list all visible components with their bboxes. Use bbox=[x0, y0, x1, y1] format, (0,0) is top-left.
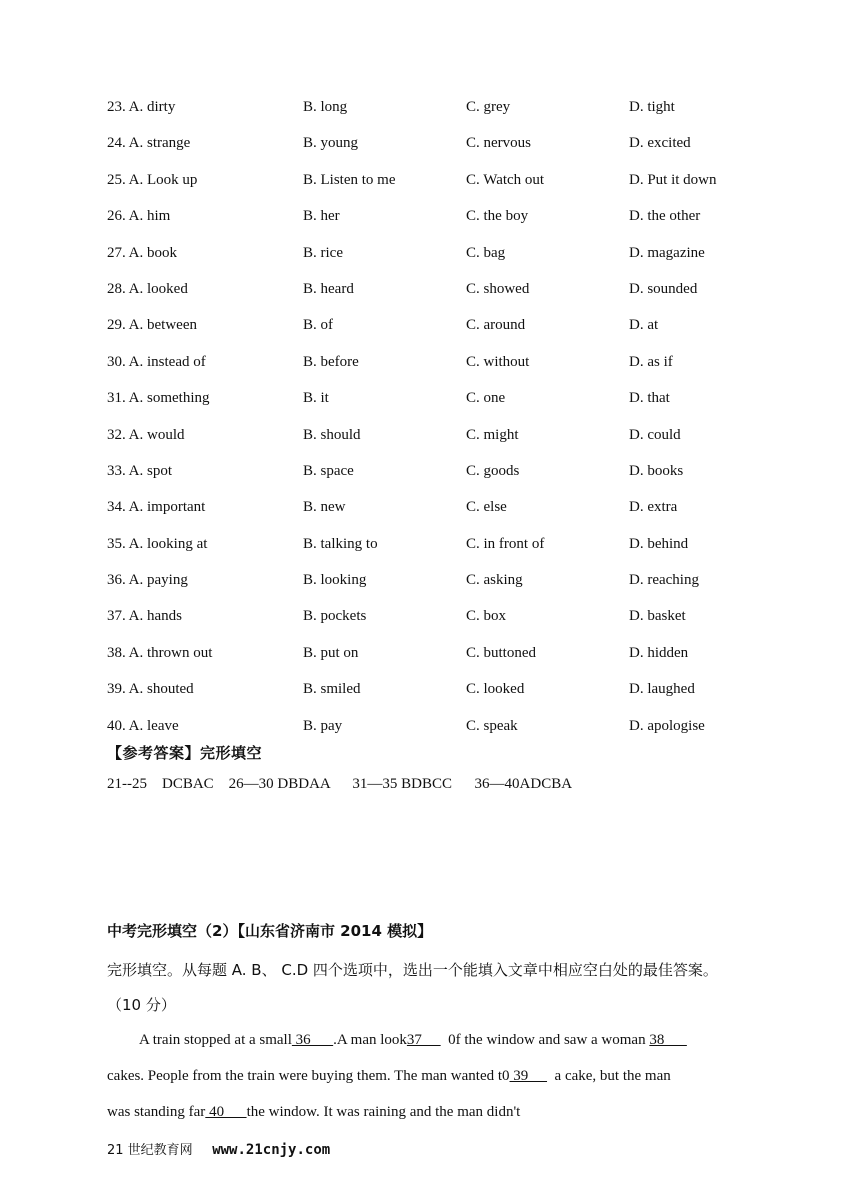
option-b: B. looking bbox=[303, 572, 367, 589]
question-row bbox=[107, 278, 807, 314]
option-c: C. asking bbox=[466, 572, 523, 589]
answer-key: 21--25 DCBAC 26—30 DBDAA 31—35 BDBCC 36—40ADCBA bbox=[107, 776, 573, 792]
instruction-line-2: （10 分） bbox=[107, 996, 176, 1014]
option-a: 40. A. leave bbox=[107, 717, 179, 734]
option-a: 34. A. important bbox=[107, 499, 206, 516]
option-d: D. laughed bbox=[629, 681, 695, 698]
answer-title: 【参考答案】完形填空 bbox=[107, 744, 263, 762]
option-c: C. showed bbox=[466, 280, 530, 297]
option-c: C. bag bbox=[466, 244, 506, 261]
option-d: D. the other bbox=[629, 208, 701, 225]
option-a: 33. A. spot bbox=[107, 462, 173, 479]
option-b: B. before bbox=[303, 353, 359, 370]
option-c: C. around bbox=[466, 317, 526, 334]
option-b: B. should bbox=[303, 426, 361, 443]
footer-brand: 21 世纪教育网 bbox=[107, 1143, 193, 1158]
question-row bbox=[107, 678, 807, 714]
passage-text: the window. It was raining and the man didn't bbox=[246, 1104, 521, 1120]
question-row bbox=[107, 205, 807, 241]
footer bbox=[107, 1139, 330, 1159]
option-b: B. heard bbox=[303, 280, 354, 297]
option-c: C. buttoned bbox=[466, 644, 536, 661]
option-c: C. Watch out bbox=[466, 171, 545, 188]
question-row bbox=[107, 642, 807, 678]
question-row bbox=[107, 387, 807, 423]
option-c: C. speak bbox=[466, 717, 518, 734]
option-a: 29. A. between bbox=[107, 317, 197, 334]
option-a: 39. A. shouted bbox=[107, 681, 194, 698]
option-c: C. in front of bbox=[466, 535, 545, 552]
option-b: B. of bbox=[303, 317, 333, 334]
passage-text: a cake, but the man bbox=[547, 1068, 671, 1084]
option-d: D. magazine bbox=[629, 244, 705, 261]
passage-text: 0f the window and saw a woman bbox=[440, 1032, 650, 1048]
option-d: D. sounded bbox=[629, 280, 698, 297]
option-c: C. goods bbox=[466, 462, 520, 479]
option-b: B. put on bbox=[303, 644, 359, 661]
passage-line-1 bbox=[139, 1032, 799, 1049]
instruction-line-1: 完形填空。从每题 A. B、 C.D 四个选项中，选出一个能填入文章中相应空白处的最佳答案。 bbox=[107, 961, 718, 979]
question-row bbox=[107, 132, 807, 168]
option-a: 37. A. hands bbox=[107, 608, 182, 625]
option-b: B. it bbox=[303, 390, 329, 407]
option-a: 38. A. thrown out bbox=[107, 644, 213, 661]
option-a: 35. A. looking at bbox=[107, 535, 208, 552]
question-row bbox=[107, 96, 807, 132]
question-row bbox=[107, 460, 807, 496]
question-row bbox=[107, 424, 807, 460]
option-c: C. without bbox=[466, 353, 530, 370]
option-a: 31. A. something bbox=[107, 390, 210, 407]
option-b: B. space bbox=[303, 462, 354, 479]
option-d: D. Put it down bbox=[629, 171, 717, 188]
option-c: C. else bbox=[466, 499, 507, 516]
blank: 39 bbox=[509, 1068, 548, 1084]
passage-text: A train stopped at a small bbox=[139, 1032, 292, 1048]
option-b: B. young bbox=[303, 135, 359, 152]
option-d: D. reaching bbox=[629, 572, 699, 589]
option-b: B. smiled bbox=[303, 681, 361, 698]
question-row bbox=[107, 314, 807, 350]
option-d: D. at bbox=[629, 317, 659, 334]
passage-text: .A man look bbox=[333, 1032, 407, 1048]
option-c: C. looked bbox=[466, 681, 525, 698]
passage-line-2 bbox=[107, 1068, 767, 1085]
blank: 38 bbox=[649, 1032, 687, 1048]
option-b: B. long bbox=[303, 99, 348, 115]
option-d: D. books bbox=[629, 462, 684, 479]
question-row bbox=[107, 242, 807, 278]
passage-line-3 bbox=[107, 1104, 767, 1121]
option-a: 30. A. instead of bbox=[107, 353, 206, 370]
option-a: 32. A. would bbox=[107, 426, 185, 443]
option-d: D. basket bbox=[629, 608, 686, 625]
question-row bbox=[107, 569, 807, 605]
option-a: 24. A. strange bbox=[107, 135, 191, 152]
option-c: C. grey bbox=[466, 99, 511, 115]
option-b: B. new bbox=[303, 499, 346, 516]
question-row bbox=[107, 496, 807, 532]
footer-url: www.21cnjy.com bbox=[212, 1142, 331, 1158]
option-c: C. nervous bbox=[466, 135, 531, 152]
option-b: B. Listen to me bbox=[303, 171, 396, 188]
question-row bbox=[107, 351, 807, 387]
question-row bbox=[107, 605, 807, 641]
passage-text: was standing far bbox=[107, 1104, 206, 1120]
option-c: C. might bbox=[466, 426, 519, 443]
blank: 37 bbox=[406, 1032, 441, 1048]
option-d: D. hidden bbox=[629, 644, 689, 661]
option-a: 36. A. paying bbox=[107, 572, 188, 589]
option-d: D. as if bbox=[629, 353, 673, 370]
option-b: B. talking to bbox=[303, 535, 378, 552]
option-c: C. the boy bbox=[466, 208, 529, 225]
blank: 40 bbox=[205, 1104, 247, 1120]
blank: 36 bbox=[291, 1032, 334, 1048]
option-a: 26. A. him bbox=[107, 208, 171, 225]
option-a: 27. A. book bbox=[107, 244, 178, 261]
option-d: D. behind bbox=[629, 535, 689, 552]
option-d: D. apologise bbox=[629, 717, 705, 734]
option-d: D. that bbox=[629, 390, 670, 407]
section-title: 中考完形填空（2）【山东省济南市 2014 模拟】 bbox=[107, 922, 433, 940]
question-row bbox=[107, 169, 807, 205]
option-b: B. rice bbox=[303, 244, 343, 261]
option-a: 28. A. looked bbox=[107, 280, 188, 297]
question-row bbox=[107, 533, 807, 569]
option-b: B. her bbox=[303, 208, 340, 225]
passage-text: cakes. People from the train were buying them. The man wanted t0 bbox=[107, 1068, 510, 1084]
option-b: B. pay bbox=[303, 717, 343, 734]
option-b: B. pockets bbox=[303, 608, 367, 625]
option-c: C. one bbox=[466, 390, 506, 407]
option-d: D. extra bbox=[629, 499, 678, 516]
option-d: D. could bbox=[629, 426, 681, 443]
option-d: D. excited bbox=[629, 135, 691, 152]
option-c: C. box bbox=[466, 608, 507, 625]
option-d: D. tight bbox=[629, 99, 675, 115]
options-table bbox=[107, 96, 807, 751]
option-a: 25. A. Look up bbox=[107, 171, 198, 188]
option-a: 23. A. dirty bbox=[107, 99, 176, 115]
